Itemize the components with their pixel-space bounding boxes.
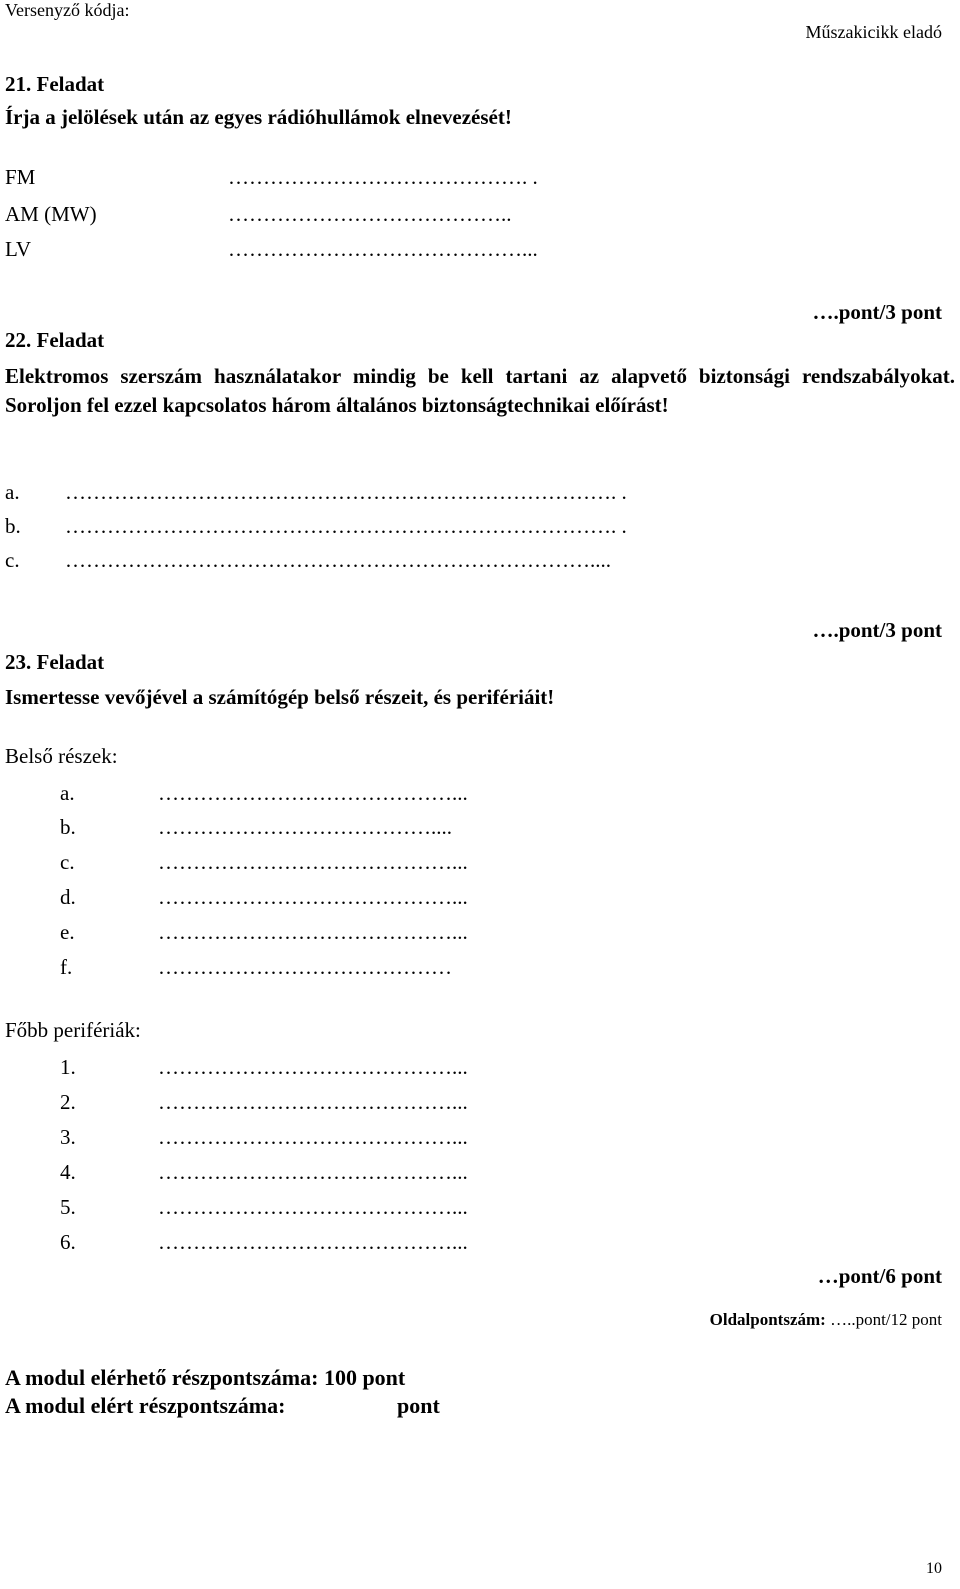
peripheral-field-4[interactable]: ……………………………………... bbox=[158, 1160, 468, 1184]
answer-label-lv: LV bbox=[5, 237, 32, 261]
internal-field-c[interactable]: ……………………………………... bbox=[158, 850, 468, 874]
peripheral-field-3[interactable]: ……………………………………... bbox=[158, 1125, 468, 1149]
answer-field-am[interactable]: ………………………………….. bbox=[228, 202, 512, 226]
peripheral-field-1[interactable]: ……………………………………... bbox=[158, 1055, 468, 1079]
internal-field-f[interactable]: …………………………………… bbox=[158, 955, 452, 979]
answer-field-lv[interactable]: ……………………………………... bbox=[228, 237, 538, 261]
peripheral-label-4: 4. bbox=[60, 1160, 76, 1184]
page-score bbox=[710, 1310, 942, 1330]
internal-label-a: a. bbox=[60, 781, 75, 805]
answer-field-b[interactable]: ……………………………………………………………………. . bbox=[65, 514, 627, 538]
answer-field-fm[interactable]: ……………………………………. . bbox=[228, 165, 538, 189]
answer-label-c: c. bbox=[5, 548, 20, 572]
peripherals-heading: Főbb perifériák: bbox=[5, 1018, 141, 1042]
task-23-question: Ismertesse vevőjével a számítógép belső részeit, és perifériáit! bbox=[5, 685, 555, 709]
peripheral-label-3: 3. bbox=[60, 1125, 76, 1149]
task-22-question: Elektromos szerszám használatakor mindig be kell tartani az alapvető biztonsági rendszabályokat. Soroljon fel ezzel kapcsolatos három általános biztonságtechnikai előírást! bbox=[5, 364, 955, 417]
internal-label-d: d. bbox=[60, 885, 76, 909]
internal-label-b: b. bbox=[60, 815, 76, 839]
task-23-title: 23. Feladat bbox=[5, 650, 105, 674]
peripheral-label-6: 6. bbox=[60, 1230, 76, 1254]
internal-field-a[interactable]: ……………………………………... bbox=[158, 781, 468, 805]
task-22-score: ….pont/3 pont bbox=[812, 618, 942, 642]
task-21-score: ….pont/3 pont bbox=[812, 300, 942, 324]
internal-label-f: f. bbox=[60, 955, 73, 979]
answer-label-b: b. bbox=[5, 514, 21, 538]
answer-field-c[interactable]: ………………………………………………………………….... bbox=[65, 548, 611, 572]
internal-label-e: e. bbox=[60, 920, 75, 944]
task-21-title: 21. Feladat bbox=[5, 72, 105, 96]
internal-label-c: c. bbox=[60, 850, 75, 874]
peripheral-field-2[interactable]: ……………………………………... bbox=[158, 1090, 468, 1114]
page-number: 10 bbox=[926, 1560, 942, 1577]
peripheral-field-5[interactable]: ……………………………………... bbox=[158, 1195, 468, 1219]
peripheral-field-6[interactable]: ……………………………………... bbox=[158, 1230, 468, 1254]
answer-label-a: a. bbox=[5, 480, 20, 504]
answer-label-am: AM (MW) bbox=[5, 202, 97, 226]
subject-title: Műszakicikk eladó bbox=[805, 22, 942, 42]
internal-parts-heading: Belső részek: bbox=[5, 744, 118, 768]
task-21-question: Írja a jelölések után az egyes rádióhullámok elnevezését! bbox=[5, 105, 512, 129]
task-23-score: …pont/6 pont bbox=[817, 1264, 942, 1288]
internal-field-b[interactable]: ………………………………….... bbox=[158, 815, 452, 839]
peripheral-label-1: 1. bbox=[60, 1055, 76, 1079]
internal-field-e[interactable]: ……………………………………... bbox=[158, 920, 468, 944]
module-max-score: A modul elérhető részpontszáma: 100 pont bbox=[5, 1365, 406, 1390]
module-achieved-label: A modul elért részpontszáma: bbox=[5, 1393, 286, 1418]
module-achieved-unit: pont bbox=[397, 1393, 440, 1418]
peripheral-label-2: 2. bbox=[60, 1090, 76, 1114]
competitor-code-label: Versenyző kódja: bbox=[5, 0, 130, 20]
answer-label-fm: FM bbox=[5, 165, 36, 189]
page-score-value: …..pont/12 pont bbox=[830, 1310, 942, 1329]
answer-field-a[interactable]: ……………………………………………………………………. . bbox=[65, 480, 627, 504]
peripheral-label-5: 5. bbox=[60, 1195, 76, 1219]
internal-field-d[interactable]: ……………………………………... bbox=[158, 885, 468, 909]
task-22-title: 22. Feladat bbox=[5, 328, 105, 352]
page-score-label: Oldalpontszám: bbox=[709, 1310, 826, 1329]
